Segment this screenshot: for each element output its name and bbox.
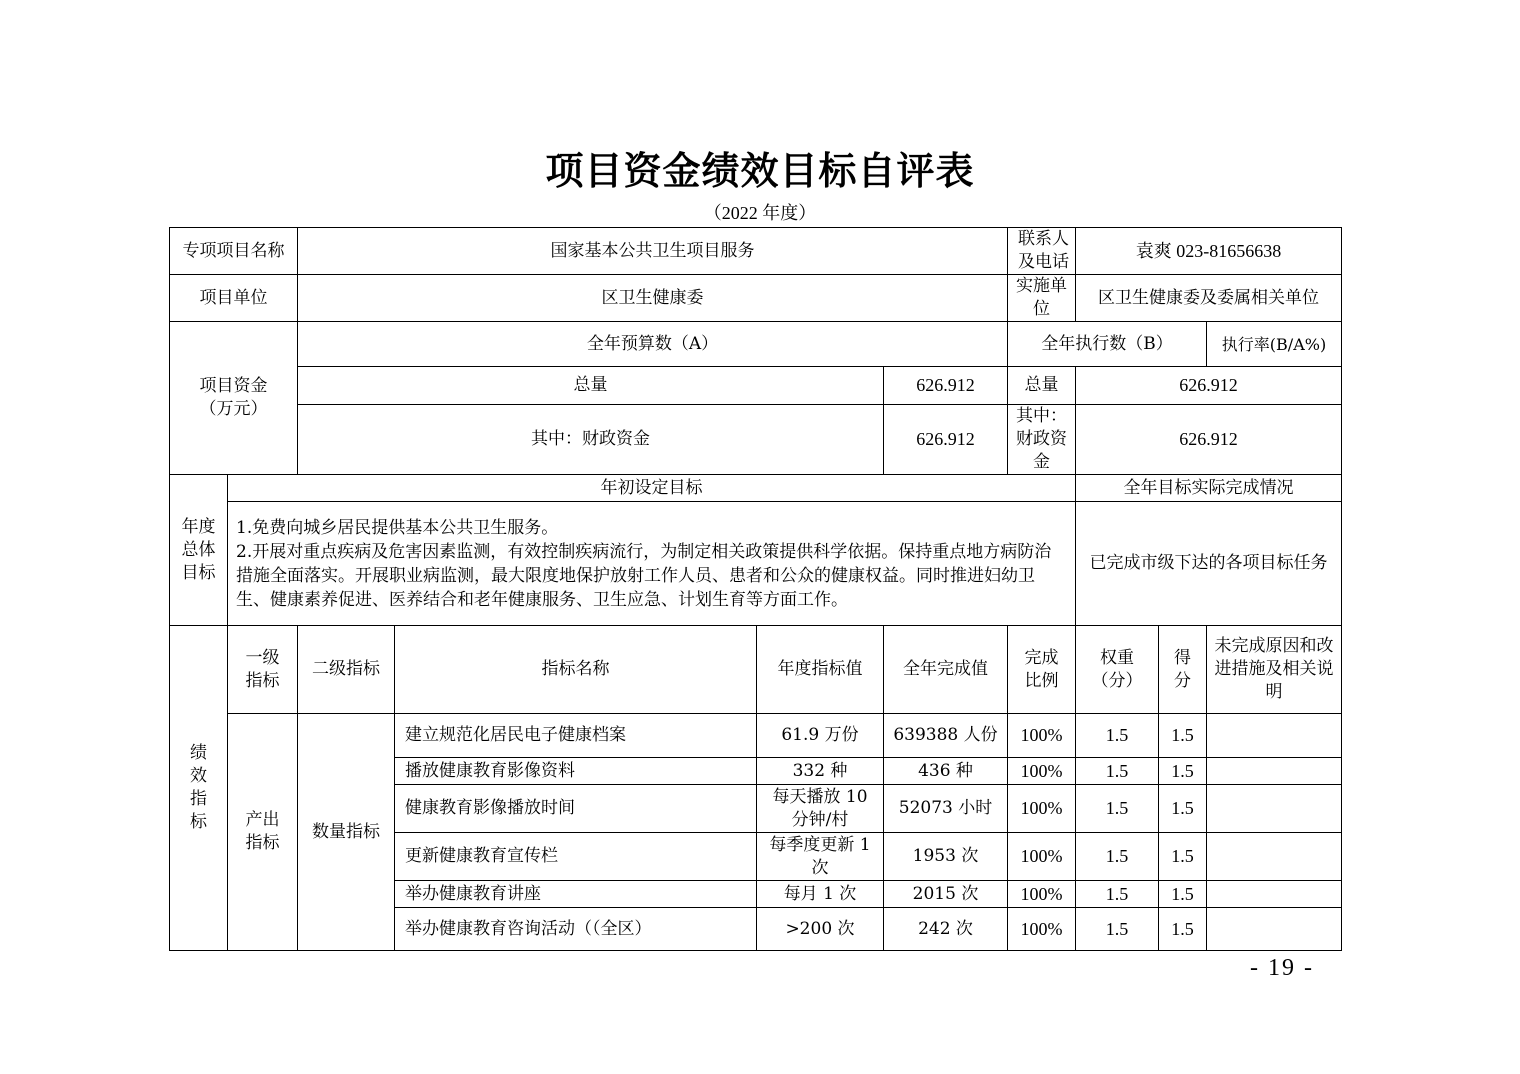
indicator-score: 1.5 — [1159, 881, 1207, 908]
indicator-ratio: 100% — [1008, 908, 1076, 951]
header-ratio: 完成比例 — [1008, 626, 1076, 714]
funds-total-row — [170, 367, 1342, 405]
indicators-header-row — [170, 626, 1342, 714]
goal-line-2: 2.开展对重点疾病及危害因素监测，有效控制疾病流行，为制定相关政策提供科学依据。保持重点地方病防治措施全面落实。开展职业病监测，最大限度地保护放射工作人员、患者和公众的健康权益。同时推进妇幼卫生、健康素养促进、医养结合和老年健康服务、卫生应急、计划生育等方面工作。 — [236, 541, 1052, 610]
indicator-weight: 1.5 — [1076, 908, 1159, 951]
unit-value: 区卫生健康委 — [298, 275, 1008, 322]
unit-row — [170, 275, 1342, 322]
indicator-actual: 2015 次 — [884, 881, 1008, 908]
funds-label: 项目资金（万元） — [170, 322, 298, 475]
fiscal-exec: 626.912 — [1076, 405, 1342, 475]
level1-value: 产出指标 — [228, 714, 298, 951]
indicator-weight: 1.5 — [1076, 833, 1159, 881]
indicator-ratio: 100% — [1008, 758, 1076, 785]
indicator-score: 1.5 — [1159, 714, 1207, 758]
indicator-score: 1.5 — [1159, 785, 1207, 833]
goal-set-text — [228, 502, 1076, 626]
project-name-label: 专项项目名称 — [170, 228, 298, 275]
indicator-target: 332 种 — [757, 758, 884, 785]
level2-value: 数量指标 — [298, 714, 395, 951]
total-label: 总量 — [298, 367, 884, 405]
indicator-target: 每季度更新 1 次 — [757, 833, 884, 881]
goal-actual-label: 全年目标实际完成情况 — [1076, 475, 1342, 502]
goal-set-label: 年初设定目标 — [228, 475, 1076, 502]
goal-line-1: 1.免费向城乡居民提供基本公共卫生服务。 — [236, 517, 559, 538]
annual-goal-content-row — [170, 502, 1342, 626]
indicator-weight: 1.5 — [1076, 758, 1159, 785]
project-name-value: 国家基本公共卫生项目服务 — [298, 228, 1008, 275]
header-actual: 全年完成值 — [884, 626, 1008, 714]
indicator-ratio: 100% — [1008, 714, 1076, 758]
indicator-name: 健康教育影像播放时间 — [395, 785, 757, 833]
indicator-reason — [1207, 833, 1342, 881]
indicator-actual: 1953 次 — [884, 833, 1008, 881]
fiscal-exec-label: 其中：财政资金 — [1008, 405, 1076, 475]
table-row — [170, 714, 1342, 758]
indicator-actual: 52073 小时 — [884, 785, 1008, 833]
impl-value: 区卫生健康委及委属相关单位 — [1076, 275, 1342, 322]
indicator-actual: 242 次 — [884, 908, 1008, 951]
annual-goal-header-row — [170, 475, 1342, 502]
page-subtitle: （2022 年度） — [703, 203, 817, 223]
indicator-target: >200 次 — [757, 908, 884, 951]
header-reason: 未完成原因和改进措施及相关说明 — [1207, 626, 1342, 714]
indicator-actual: 639388 人份 — [884, 714, 1008, 758]
self-evaluation-table — [169, 227, 1342, 951]
indicator-ratio: 100% — [1008, 785, 1076, 833]
indicator-reason — [1207, 785, 1342, 833]
indicator-name: 建立规范化居民电子健康档案 — [395, 714, 757, 758]
indicator-score: 1.5 — [1159, 758, 1207, 785]
header-score: 得分 — [1159, 626, 1207, 714]
total-budget: 626.912 — [884, 367, 1008, 405]
indicator-actual: 436 种 — [884, 758, 1008, 785]
annual-goal-label: 年度总体目标 — [170, 475, 228, 626]
indicator-score: 1.5 — [1159, 833, 1207, 881]
funds-header-row — [170, 322, 1342, 367]
funds-fiscal-row — [170, 405, 1342, 475]
total-exec-label: 总量 — [1008, 367, 1076, 405]
goal-actual-text: 已完成市级下达的各项目标任务 — [1076, 502, 1342, 626]
indicator-reason — [1207, 908, 1342, 951]
indicator-target: 每天播放 10 分钟/村 — [757, 785, 884, 833]
indicator-name: 更新健康教育宣传栏 — [395, 833, 757, 881]
indicator-target: 61.9 万份 — [757, 714, 884, 758]
exec-label: 全年执行数（B） — [1008, 322, 1207, 367]
indicator-ratio: 100% — [1008, 833, 1076, 881]
fiscal-budget: 626.912 — [884, 405, 1008, 475]
indicator-reason — [1207, 881, 1342, 908]
fiscal-label: 其中：财政资金 — [298, 405, 884, 475]
project-name-row — [170, 228, 1342, 275]
total-exec: 626.912 — [1076, 367, 1342, 405]
header-level2: 二级指标 — [298, 626, 395, 714]
rate-label: 执行率(B/A%) — [1207, 322, 1342, 367]
indicator-name: 举办健康教育讲座 — [395, 881, 757, 908]
indicator-target: 每月 1 次 — [757, 881, 884, 908]
indicator-name: 播放健康教育影像资料 — [395, 758, 757, 785]
budget-label: 全年预算数（A） — [298, 322, 1008, 367]
header-target: 年度指标值 — [757, 626, 884, 714]
indicator-ratio: 100% — [1008, 881, 1076, 908]
page-title: 项目资金绩效目标自评表 — [545, 148, 975, 193]
unit-label: 项目单位 — [170, 275, 298, 322]
page-number: - 19 - — [1250, 955, 1314, 981]
impl-label: 实施单位 — [1008, 275, 1076, 322]
indicator-weight: 1.5 — [1076, 714, 1159, 758]
indicator-reason — [1207, 758, 1342, 785]
indicator-weight: 1.5 — [1076, 785, 1159, 833]
indicator-weight: 1.5 — [1076, 881, 1159, 908]
contact-label: 联系人及电话 — [1008, 228, 1076, 275]
header-level1: 一级指标 — [228, 626, 298, 714]
indicators-label: 绩效指标 — [170, 626, 228, 951]
indicator-reason — [1207, 714, 1342, 758]
indicator-score: 1.5 — [1159, 908, 1207, 951]
indicator-name: 举办健康教育咨询活动（（全区） — [395, 908, 757, 951]
contact-value: 袁爽 023-81656638 — [1076, 228, 1342, 275]
header-name: 指标名称 — [395, 626, 757, 714]
header-weight: 权重（分） — [1076, 626, 1159, 714]
